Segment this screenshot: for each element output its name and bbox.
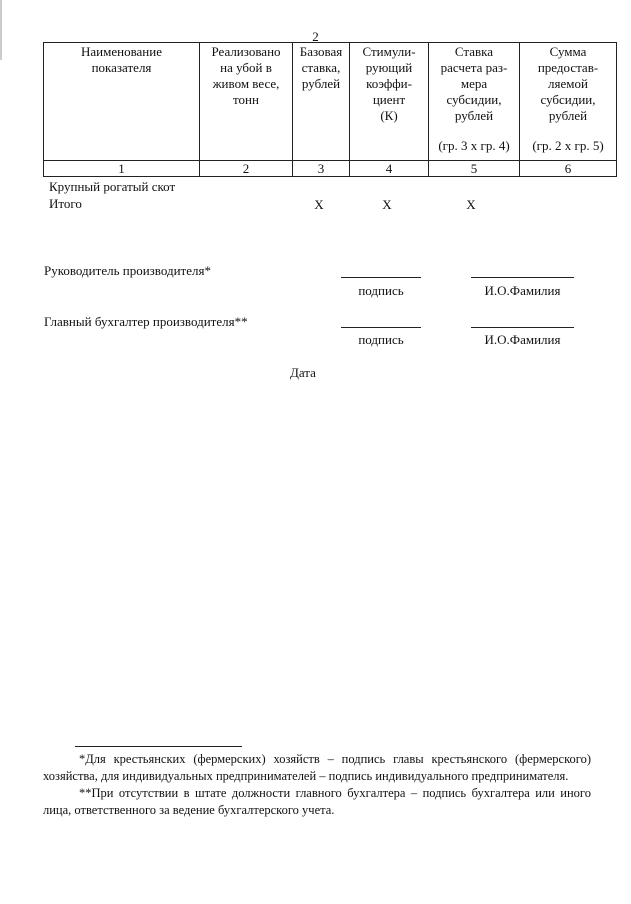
footnotes bbox=[43, 751, 591, 819]
subsidy-table bbox=[43, 42, 617, 177]
total-mark-col4: Х bbox=[382, 197, 392, 212]
date-label: Дата bbox=[290, 365, 316, 380]
footnote-separator bbox=[75, 746, 242, 747]
header-subsidy-rate: Ставка расчета раз- мера субсидии, рублей (гр. 3 х гр. 4) bbox=[429, 43, 520, 161]
accountant-name-line bbox=[471, 327, 574, 328]
page-number: 2 bbox=[312, 29, 319, 44]
formula-col5: (гр. 3 х гр. 4) bbox=[438, 138, 510, 153]
accountant-signature-line bbox=[341, 327, 421, 328]
header-subsidy-amount: Сумма предостав- ляемой субсидии, рублей (гр. 2 х гр. 5) bbox=[520, 43, 617, 161]
column-number: 3 bbox=[293, 161, 350, 177]
column-number: 1 bbox=[44, 161, 200, 177]
head-signature-caption: подпись bbox=[358, 283, 404, 298]
total-mark-col5: Х bbox=[466, 197, 476, 212]
footnote-2: **При отсутствии в штате должности главного бухгалтера – подпись бухгалтера или иного лица, ответственного за ведение бухгалтерского учета. bbox=[43, 786, 591, 817]
header-indicator-name: Наименование показателя bbox=[44, 43, 200, 161]
column-number: 2 bbox=[200, 161, 293, 177]
column-number: 6 bbox=[520, 161, 617, 177]
head-name-caption: И.О.Фамилия bbox=[484, 283, 561, 298]
column-number: 4 bbox=[350, 161, 429, 177]
header-base-rate: Базовая ставка, рублей bbox=[293, 43, 350, 161]
footnote-1: *Для крестьянских (фермерских) хозяйств – подпись главы крестьянского (фермерского) хозяйства, для индивидуальных предпринимателей – подпись индивидуального предпринимателя. bbox=[43, 752, 591, 783]
row-cattle-label: Крупный рогатый скот bbox=[49, 179, 176, 194]
head-name-line bbox=[471, 277, 574, 278]
accountant-name-caption: И.О.Фамилия bbox=[484, 332, 561, 347]
chief-accountant-label: Главный бухгалтер производителя** bbox=[44, 314, 248, 329]
head-signature-line bbox=[341, 277, 421, 278]
header-stimulating-coefficient: Стимули- рующий коэффи- циент (К) bbox=[350, 43, 429, 161]
column-number-row bbox=[44, 161, 617, 177]
table-header-row bbox=[44, 43, 617, 161]
header-sold-live-weight: Реализовано на убой в живом весе, тонн bbox=[200, 43, 293, 161]
row-total-label: Итого bbox=[49, 196, 82, 211]
accountant-signature-caption: подпись bbox=[358, 332, 404, 347]
head-of-producer-label: Руководитель производителя* bbox=[44, 263, 211, 278]
total-mark-col3: Х bbox=[314, 197, 324, 212]
column-number: 5 bbox=[429, 161, 520, 177]
formula-col6: (гр. 2 х гр. 5) bbox=[532, 138, 604, 153]
